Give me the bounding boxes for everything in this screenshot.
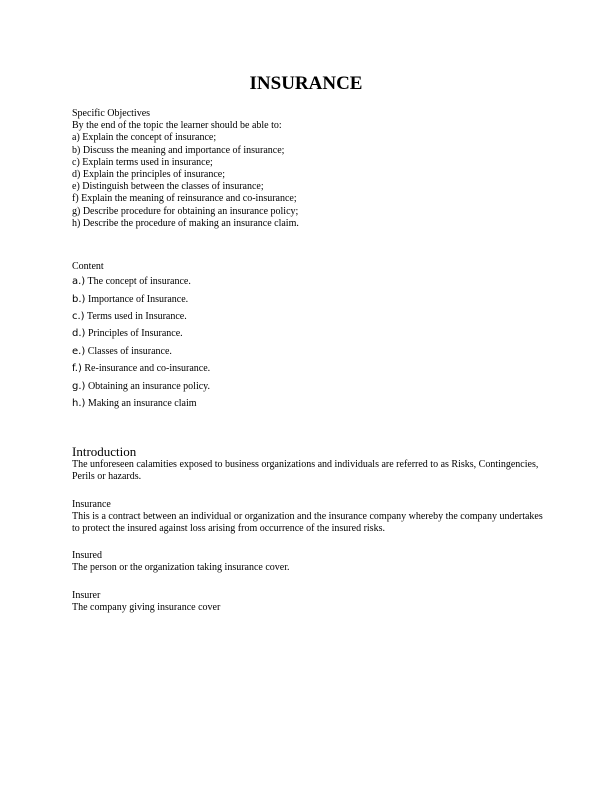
objective-item: a) Explain the concept of insurance; <box>72 132 217 144</box>
list-item-text: Terms used in Insurance. <box>86 310 187 322</box>
list-item-text: Obtaining an insurance policy. <box>87 380 211 392</box>
list-item <box>72 343 552 360</box>
introduction-heading: Introduction <box>72 444 137 459</box>
objective-item: g) Describe procedure for obtaining an insurance policy; <box>72 205 299 217</box>
list-item <box>72 325 552 342</box>
insured-term-heading: Insured <box>72 550 102 561</box>
list-marker: b.) <box>72 293 86 305</box>
list-marker: d.) <box>72 328 86 340</box>
list-item-text: Making an insurance claim <box>87 397 197 409</box>
content-list <box>72 273 552 412</box>
insurer-term-heading: Insurer <box>72 590 101 601</box>
list-marker: h.) <box>72 397 86 409</box>
list-item-text: Principles of Insurance. <box>87 328 183 340</box>
introduction-section <box>72 444 552 483</box>
list-item <box>72 291 552 308</box>
list-item-text: Classes of insurance. <box>87 345 172 357</box>
objective-item: e) Distinguish between the classes of insurance; <box>72 181 264 193</box>
introduction-body: The unforeseen calamities exposed to business organizations and individuals are referred to as Risks, Contingencies, Perils or hazards. <box>72 459 539 483</box>
list-item-text: The concept of insurance. <box>87 276 191 288</box>
insurer-definition <box>72 590 552 614</box>
list-marker: e.) <box>72 345 86 357</box>
insured-definition <box>72 550 552 574</box>
list-item-text: Importance of Insurance. <box>87 293 189 305</box>
objective-item: f) Explain the meaning of reinsurance and co-insurance; <box>72 193 297 205</box>
list-marker: a.) <box>72 276 86 288</box>
objective-item: b) Discuss the meaning and importance of insurance; <box>72 144 285 156</box>
list-marker: g.) <box>72 380 86 392</box>
content-heading: Content <box>72 261 104 272</box>
insurance-term-heading: Insurance <box>72 499 111 510</box>
list-item-text: Re-insurance and co-insurance. <box>84 363 211 375</box>
insurer-term-body: The company giving insurance cover <box>72 602 221 614</box>
list-item <box>72 360 552 377</box>
list-item <box>72 308 552 325</box>
content-section <box>72 261 552 412</box>
list-item <box>72 395 552 412</box>
list-marker: c.) <box>72 310 85 322</box>
objectives-heading: Specific Objectives <box>72 108 151 119</box>
objective-item: d) Explain the principles of insurance; <box>72 169 226 181</box>
specific-objectives-section <box>72 108 552 230</box>
insured-term-body: The person or the organization taking insurance cover. <box>72 562 290 574</box>
list-item <box>72 378 552 395</box>
list-item <box>72 273 552 290</box>
objective-item: h) Describe the procedure of making an insurance claim. <box>72 217 299 229</box>
insurance-term-body: This is a contract between an individual or organization and the insurance company whereby the company undertakes to protect the insured against loss arising from occurrence of the insured risks. <box>72 511 543 535</box>
page-title: INSURANCE <box>249 73 363 94</box>
insurance-definition <box>72 499 552 536</box>
objectives-intro: By the end of the topic the learner should be able to: <box>72 120 282 132</box>
objective-item: c) Explain terms used in insurance; <box>72 156 213 168</box>
list-marker: f.) <box>72 363 82 375</box>
